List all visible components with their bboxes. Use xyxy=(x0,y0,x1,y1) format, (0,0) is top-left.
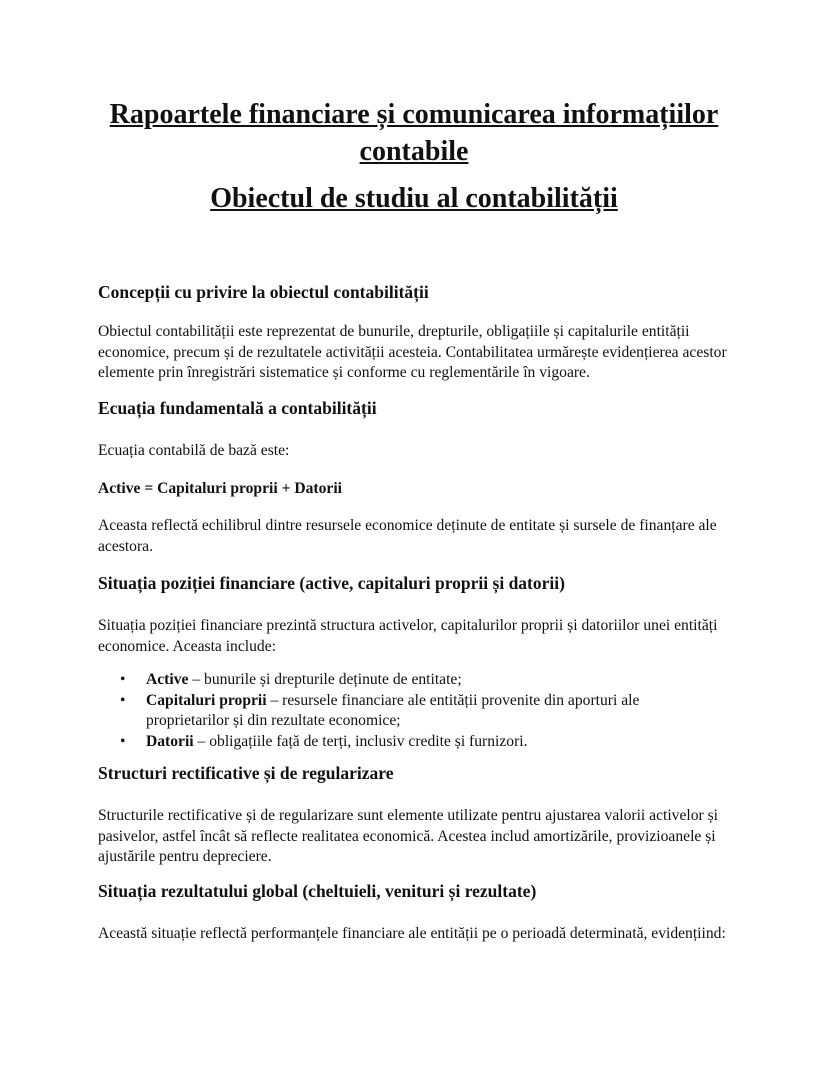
section-heading: Structuri rectificative și de regularizare xyxy=(98,763,394,783)
list-item-text: – obligațiile față de terți, inclusiv credite și furnizori. xyxy=(193,732,528,750)
list-item xyxy=(98,732,698,753)
list-item-term: Capitaluri proprii xyxy=(146,691,267,709)
equation-intro: Ecuația contabilă de bază este: xyxy=(98,442,290,459)
section-heading: Ecuația fundamentală a contabilității xyxy=(98,398,377,418)
section-paragraph: Obiectul contabilității este reprezentat de bunurile, drepturile, obligațiile și capitalurile entității economice, precum și de rezultatele activității acesteia. Contabilitatea urmărește evidențierea acestor elemente prin înregistrări sistematice și conforme cu reglementările în vigoare. xyxy=(98,323,727,381)
list-item-term: Datorii xyxy=(146,732,194,750)
list-item-text: – resursele financiare ale entității provenite din aporturi ale proprietarilor și din rezultate economice; xyxy=(146,691,640,729)
section-paragraph: Această situație reflectă performanțele financiare ale entității pe o perioadă determinată, evidențiind: xyxy=(98,925,726,942)
list-item-term: Active xyxy=(146,671,189,688)
list-item xyxy=(98,670,698,691)
list-item-text: – bunurile și drepturile deținute de entitate; xyxy=(188,671,462,688)
section-heading: Situația rezultatului global (cheltuieli, venituri și rezultate) xyxy=(98,881,537,901)
section-paragraph: Situația poziției financiare prezintă structura activelor, capitalurilor proprii și datoriilor unei entități economice. Aceasta include: xyxy=(98,617,718,655)
document-title: Rapoartele financiare și comunicarea informațiilor contabile xyxy=(109,99,719,167)
section-paragraph: Structurile rectificative și de regularizare sunt elemente utilizate pentru ajustarea valorii activelor și pasivelor, astfel încât să reflecte realitatea economică. Acestea includ amortizările, provizioanele și ajustările pentru depreciere. xyxy=(98,807,719,865)
list-item xyxy=(98,691,698,732)
section-heading: Situația poziției financiare (active, capitaluri proprii și datorii) xyxy=(98,573,565,593)
bullet-list xyxy=(98,670,698,752)
section-heading: Concepții cu privire la obiectul contabilității xyxy=(98,282,429,302)
document-subtitle: Obiectul de studiu al contabilității xyxy=(210,183,618,214)
section-paragraph: Aceasta reflectă echilibrul dintre resursele economice deținute de entitate și sursele de finanțare ale acestora. xyxy=(98,517,717,555)
accounting-equation: Active = Capitaluri proprii + Datorii xyxy=(98,480,343,497)
